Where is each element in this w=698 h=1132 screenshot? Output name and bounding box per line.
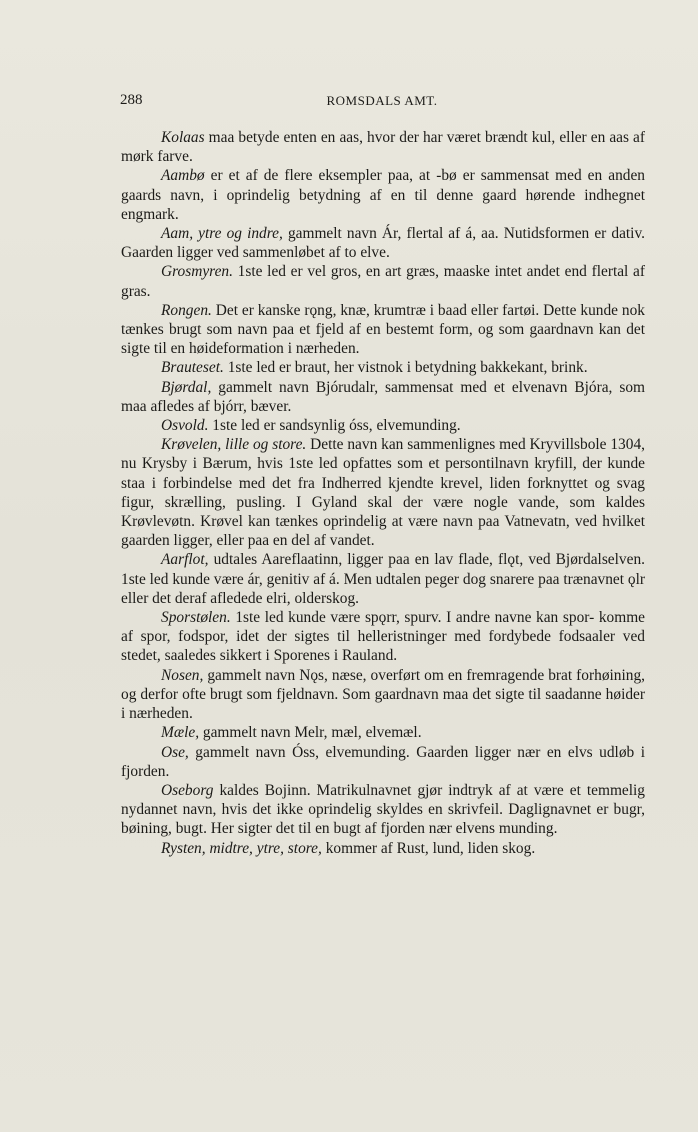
entry-term: Kolaas [161, 129, 205, 146]
entry-text: gammelt navn Bjórudalr, sammensat med et elvenavn Bjóra, som maa afledes af bjórr, bæver. [121, 378, 645, 415]
entry-krovelen [121, 435, 645, 550]
running-head: ROMSDALS AMT. [326, 93, 438, 108]
entry-maele [121, 723, 645, 742]
entry-rongen [121, 301, 645, 359]
entry-term: Osvold. [161, 417, 209, 435]
entry-term: Rongen. [161, 301, 212, 319]
entry-osvold [121, 416, 645, 435]
entry-term: Mæle, [161, 724, 200, 742]
entry-text: kommer af Rust, lund, liden skog. [321, 839, 536, 857]
entry-kolaas [121, 128, 645, 166]
entry-text: gammelt navn Ár, flertal af á, aa. Nutidsformen er dativ. Gaarden ligger ved sammenløbet af to elve. [121, 225, 645, 262]
entry-brauteset [121, 358, 645, 377]
page-header [120, 92, 644, 114]
entry-term: Bjørdal, [161, 378, 212, 396]
body-text [121, 128, 645, 858]
entry-term: Rysten, midtre, ytre, store, [161, 839, 322, 857]
entry-oseborg [121, 781, 645, 839]
entry-text: Dette navn kan sammenlignes med Kryvillsbole 1304, nu Krysby i Bærum, hvis 1ste led opfattes som et persontilnavn kryfill, der kunde staa i forbindelse med det fra Indherred kjendte krevel, liden forknyttet og svag figur, skrælling, pusling. I Gyland skal der være nogle vande, som kaldes Krøvlevøtn. Krøvel kan tænkes oprindelig at være navn paa Vatnevatn, ved hvilket gaarden ligger, eller paa en del af vandet. [121, 436, 645, 550]
entry-text: kaldes Bojinn. Matrikulnavnet gjør indtryk af at være et temmelig nydannet navn, hvis det ikke oprindelig skyldes en skrivfeil. Daglignavnet er bugr, bøining, bugt. Her sigter det til en bugt af fjorden nær elvens munding. [121, 781, 645, 838]
entry-text: udtales Aareflaatinn, ligger paa en lav flade, flǫt, ved Bjørdalselven. 1ste led kunde være ár, genitiv af á. Men udtalen peger dog snarere paa trænavnet ǫlr eller det deraf afledede elri, olderskog. [121, 551, 645, 607]
entry-aambo [121, 166, 645, 224]
entry-aam [121, 224, 645, 262]
entry-text: Det er kanske rǫng, knæ, krumtræ i baad eller fartøi. Dette kunde nok tænkes brugt som navn paa et fjeld af en bestemt form, og som gaardnavn kan det sigte til en høideformation i nærheden. [121, 301, 645, 358]
entry-sporstolen [121, 608, 645, 666]
entry-text: maa betyde enten en aas, hvor der har været brændt kul, eller en aas af mørk farve. [121, 129, 645, 166]
entry-text: gammelt navn Óss, elvemunding. Gaarden ligger nær en elvs udløb i fjorden. [121, 743, 645, 780]
entry-aarflot [121, 550, 645, 608]
entry-term: Aam, ytre og indre, [161, 225, 283, 243]
entry-text: 1ste led er sandsynlig óss, elvemunding. [208, 417, 461, 435]
entry-text: gammelt navn Nǫs, næse, overført om en fremragende brat forhøining, og derfor ofte brugt som fjeldnavn. Som gaardnavn maa det sigte til saadanne høider i nærheden. [121, 666, 645, 723]
entry-term: Krøvelen, lille og store. [161, 436, 307, 454]
entry-term: Aambø [161, 167, 205, 185]
entry-term: Nosen, [161, 666, 204, 684]
entry-grosmyren [121, 262, 645, 300]
entry-text: 1ste led kunde være spǫrr, spurv. I andre navne kan spor- komme af spor, fodspor, idet der sigtes til helleristninger med fordybede fodsaaler ved stedet, saaledes sikkert i Sporenes i Rauland. [121, 609, 645, 665]
entry-term: Aarflot, [161, 551, 209, 569]
entry-term: Sporstølen. [161, 609, 231, 627]
entry-nosen [121, 666, 645, 724]
entry-text: gammelt navn Melr, mæl, elvemæl. [199, 724, 422, 742]
entry-ose [121, 743, 645, 781]
entry-term: Ose, [161, 743, 189, 761]
entry-text: 1ste led er vel gros, en art græs, maaske intet andet end flertal af gras. [121, 263, 645, 300]
page-number: 288 [120, 92, 143, 108]
entry-bjordal [121, 378, 645, 416]
entry-term: Grosmyren. [161, 263, 233, 281]
entry-term: Oseborg [161, 781, 214, 799]
entry-text: er et af de flere eksempler paa, at -bø er sammensat med en anden gaards navn, i oprindelig betydning af en til denne gaard hørende indhegnet engmark. [121, 167, 645, 223]
entry-text: 1ste led er braut, her vistnok i betydning bakkekant, brink. [223, 359, 588, 377]
entry-rysten [121, 839, 645, 858]
entry-term: Brauteset. [161, 359, 224, 377]
